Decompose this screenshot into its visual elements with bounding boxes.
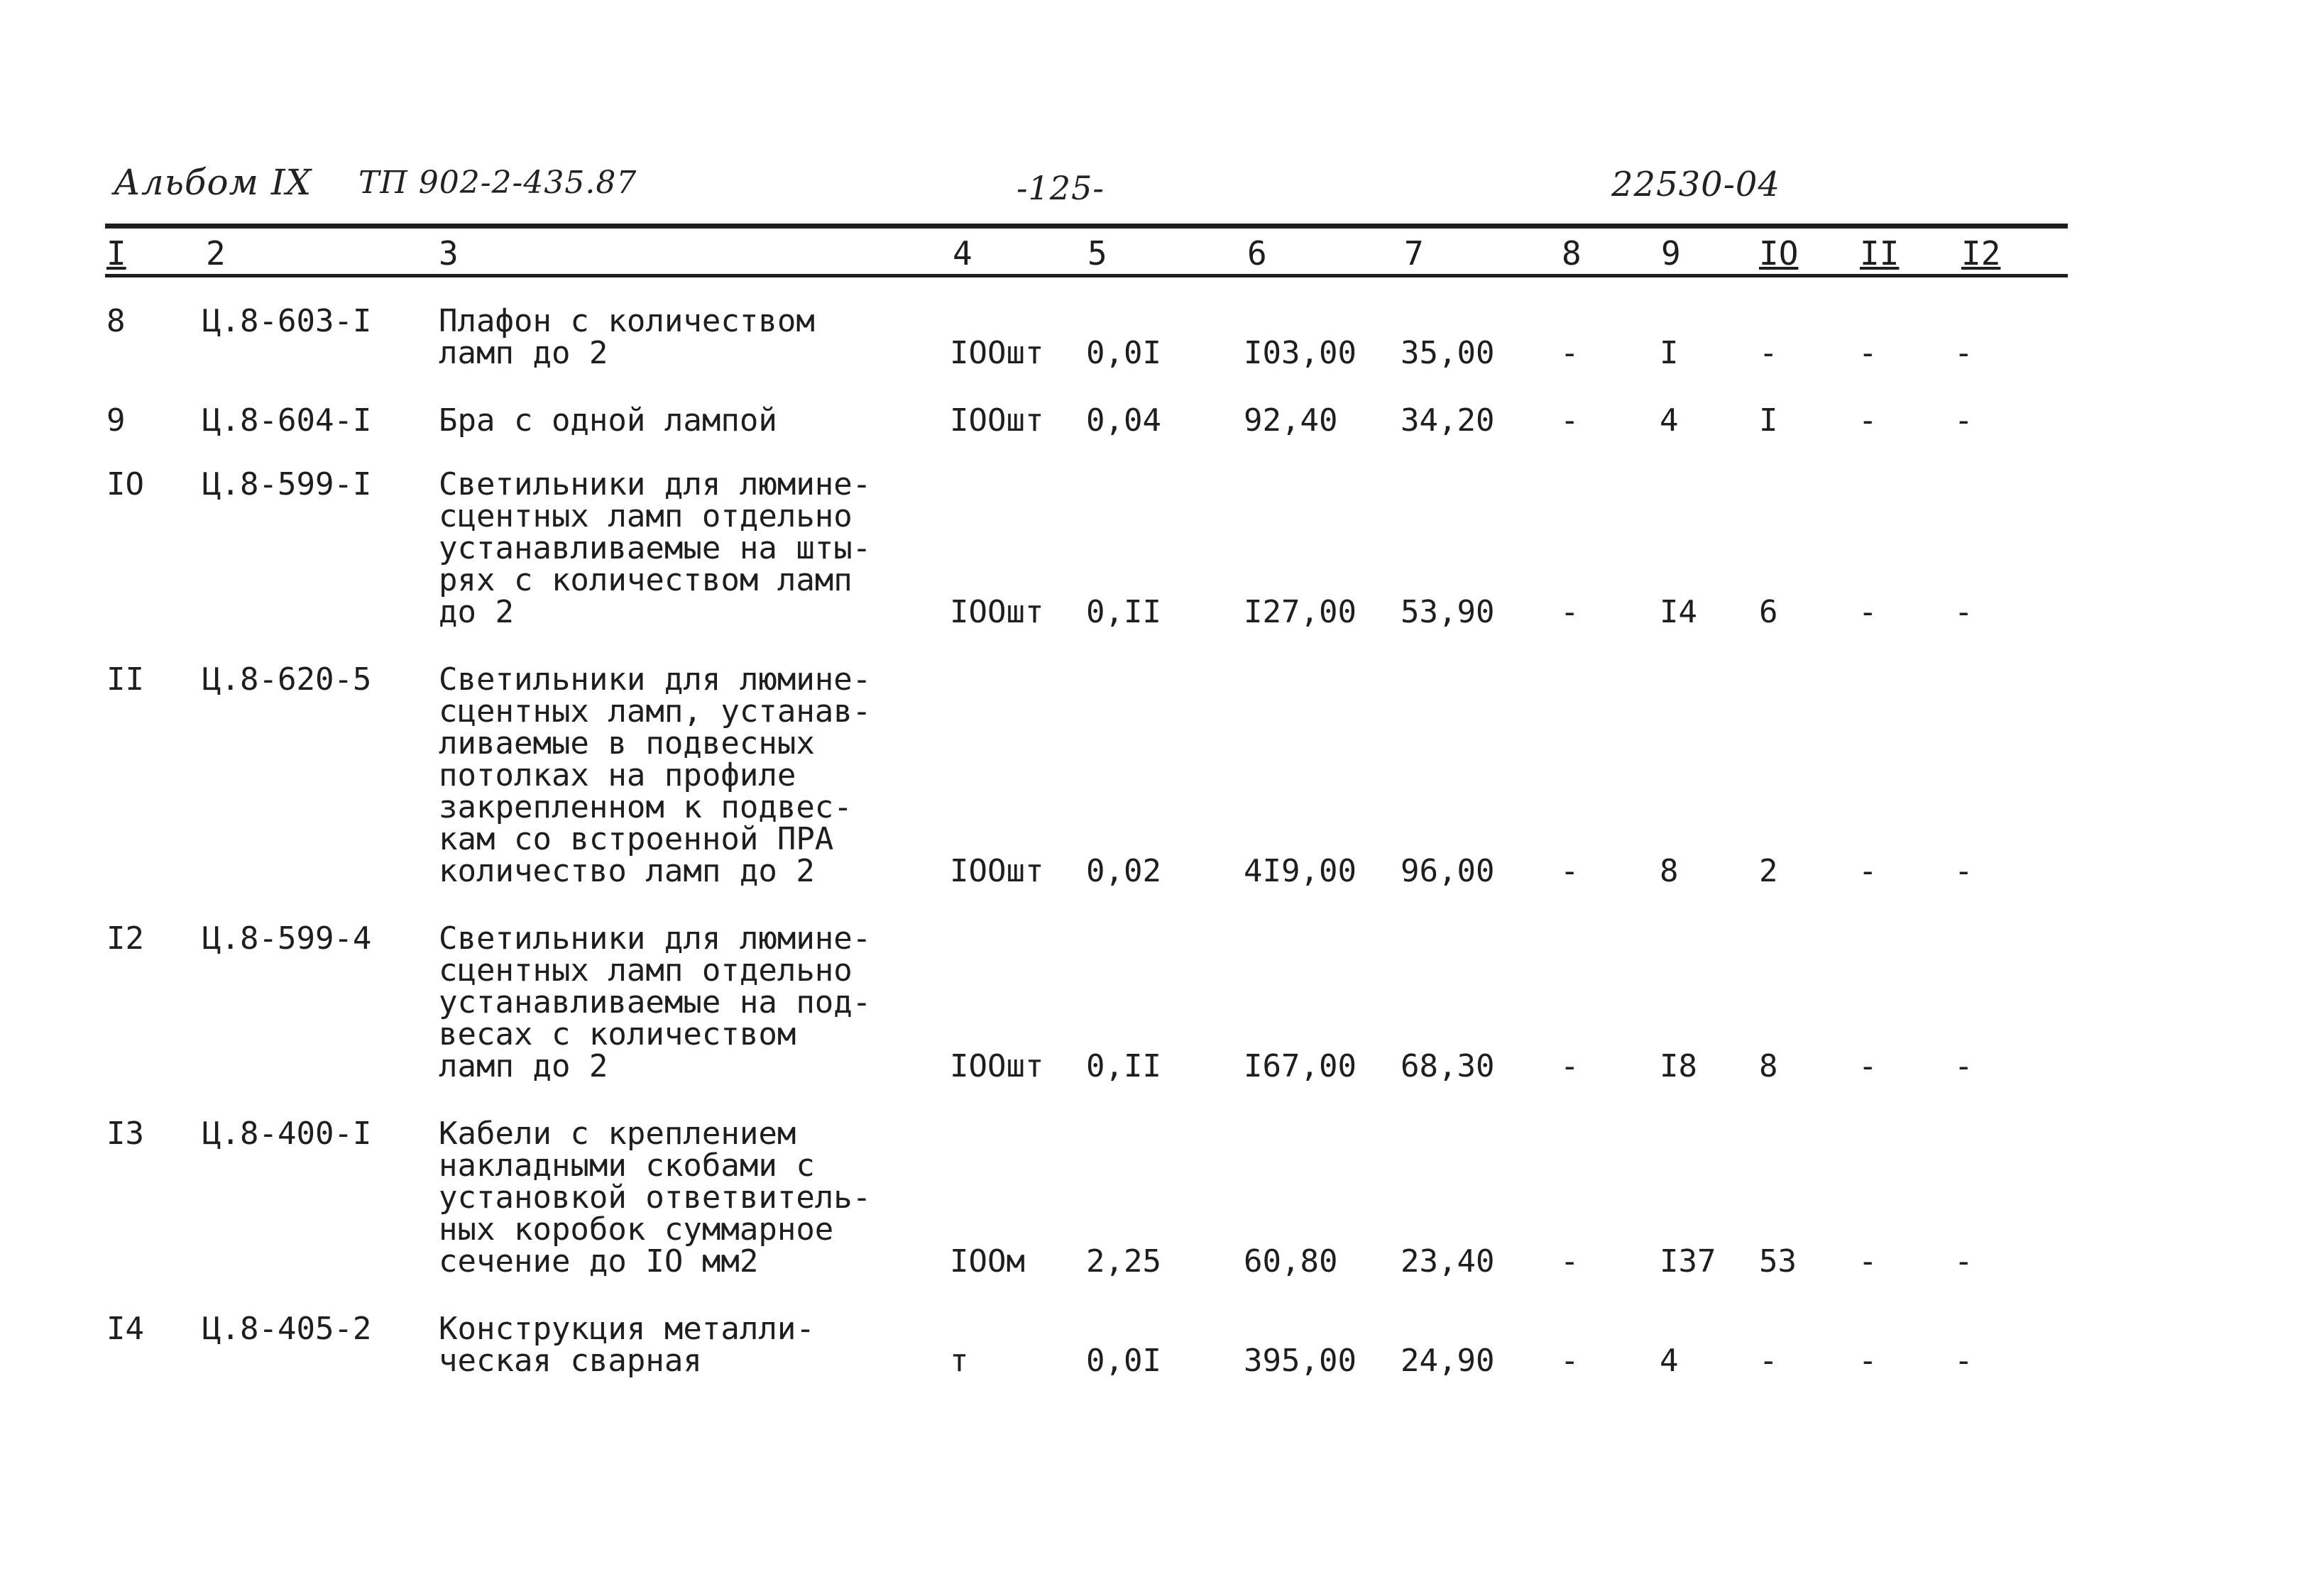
row-col7: 53,90 — [1401, 594, 1495, 630]
row-code: Ц.8-603-I — [202, 303, 372, 339]
row-description: Светильники для люмине- сцентных ламп отдельно устанавливаемые на шты- рях с количеством ламп до 2 — [439, 466, 872, 630]
row-col6: 4I9,00 — [1244, 853, 1357, 889]
row-col6: I27,00 — [1244, 594, 1357, 630]
row-unit: IOOшт — [950, 402, 1044, 439]
row-col7: 35,00 — [1401, 335, 1495, 371]
row-col12: - — [1954, 1048, 1973, 1084]
row-col11: - — [1858, 335, 1878, 371]
row-description: Конструкция металли- ческая сварная — [439, 1311, 815, 1379]
row-col7: 68,30 — [1401, 1048, 1495, 1084]
row-col12: - — [1954, 1243, 1973, 1279]
row-number: I4 — [106, 1311, 144, 1347]
row-col12: - — [1954, 335, 1973, 371]
row-col12: - — [1954, 402, 1973, 439]
row-code: Ц.8-405-2 — [202, 1311, 372, 1347]
column-header-1: I — [106, 234, 126, 273]
row-quantity: 0,02 — [1086, 853, 1161, 889]
column-header-7: 7 — [1404, 234, 1424, 273]
row-unit: IOOшт — [950, 594, 1044, 630]
row-col9: 4 — [1660, 402, 1679, 439]
row-description: Плафон с количеством ламп до 2 — [439, 303, 815, 371]
column-header-9: 9 — [1661, 234, 1681, 273]
row-col12: - — [1954, 853, 1973, 889]
row-quantity: 0,0I — [1086, 335, 1161, 371]
row-number: 8 — [106, 303, 126, 339]
row-col12: - — [1954, 1343, 1973, 1379]
row-col8: - — [1560, 335, 1579, 371]
row-col11: - — [1858, 1243, 1878, 1279]
row-col7: 23,40 — [1401, 1243, 1495, 1279]
row-col10: 53 — [1759, 1243, 1797, 1279]
row-col9: I4 — [1660, 594, 1697, 630]
row-col7: 34,20 — [1401, 402, 1495, 439]
row-col6: I67,00 — [1244, 1048, 1357, 1084]
row-col11: - — [1858, 594, 1878, 630]
row-col7: 96,00 — [1401, 853, 1495, 889]
row-col9: I8 — [1660, 1048, 1697, 1084]
row-col6: 395,00 — [1244, 1343, 1357, 1379]
row-unit: т — [950, 1343, 969, 1379]
row-quantity: 0,0I — [1086, 1343, 1161, 1379]
row-description: Светильники для люмине- сцентных ламп отдельно устанавливаемые на под- весах с количеством ламп до 2 — [439, 920, 872, 1084]
column-header-5: 5 — [1087, 234, 1107, 273]
row-col10: 2 — [1759, 853, 1778, 889]
column-header-8: 8 — [1562, 234, 1582, 273]
row-unit: IOOшт — [950, 335, 1044, 371]
row-number: I3 — [106, 1116, 144, 1152]
table-header-rule — [105, 274, 2068, 277]
column-header-2: 2 — [206, 234, 226, 273]
row-col8: - — [1560, 594, 1579, 630]
row-col11: - — [1858, 853, 1878, 889]
row-col8: - — [1560, 1343, 1579, 1379]
row-col11: - — [1858, 1048, 1878, 1084]
row-col8: - — [1560, 1243, 1579, 1279]
row-unit: IOOшт — [950, 1048, 1044, 1084]
row-col10: 6 — [1759, 594, 1778, 630]
row-number: IO — [106, 466, 144, 502]
row-col7: 24,90 — [1401, 1343, 1495, 1379]
row-unit: IOOшт — [950, 853, 1044, 889]
row-col6: 92,40 — [1244, 402, 1338, 439]
row-description: Светильники для люмине- сцентных ламп, устанав- ливаемые в подвесных потолках на профиле закрепленном к подвес- кам со встроенной ПРА количество ламп до 2 — [439, 661, 872, 889]
row-col10: - — [1759, 335, 1778, 371]
column-header-10: IO — [1759, 234, 1799, 273]
row-quantity: 0,II — [1086, 1048, 1161, 1084]
column-header-4: 4 — [953, 234, 972, 273]
row-col6: 60,80 — [1244, 1243, 1338, 1279]
row-description: Бра с одной лампой — [439, 402, 777, 439]
row-number: II — [106, 661, 144, 698]
row-col8: - — [1560, 1048, 1579, 1084]
row-unit: IOOм — [950, 1243, 1025, 1279]
row-code: Ц.8-599-4 — [202, 920, 372, 957]
row-col8: - — [1560, 853, 1579, 889]
row-col10: 8 — [1759, 1048, 1778, 1084]
row-col9: 4 — [1660, 1343, 1679, 1379]
row-code: Ц.8-620-5 — [202, 661, 372, 698]
row-code: Ц.8-604-I — [202, 402, 372, 439]
album-label: Альбом IX — [114, 162, 312, 203]
row-col9: 8 — [1660, 853, 1679, 889]
row-col12: - — [1954, 594, 1973, 630]
column-header-11: II — [1860, 234, 1900, 273]
column-header-6: 6 — [1247, 234, 1267, 273]
row-col10: - — [1759, 1343, 1778, 1379]
row-quantity: 0,II — [1086, 594, 1161, 630]
row-col6: I03,00 — [1244, 335, 1357, 371]
row-col11: - — [1858, 402, 1878, 439]
document-number: 22530-04 — [1611, 165, 1780, 204]
row-quantity: 0,04 — [1086, 402, 1161, 439]
page-number: -125- — [1016, 169, 1105, 207]
row-code: Ц.8-400-I — [202, 1116, 372, 1152]
row-col11: - — [1858, 1343, 1878, 1379]
row-col9: I — [1660, 335, 1679, 371]
row-number: 9 — [106, 402, 126, 439]
row-col10: I — [1759, 402, 1778, 439]
column-header-12: I2 — [1961, 234, 2001, 273]
project-code: ТП 902-2-435.87 — [358, 165, 637, 201]
row-number: I2 — [106, 920, 144, 957]
row-quantity: 2,25 — [1086, 1243, 1161, 1279]
row-code: Ц.8-599-I — [202, 466, 372, 502]
row-description: Кабели с креплением накладными скобами с установкой ответвитель- ных коробок суммарное сечение до IO мм2 — [439, 1116, 872, 1279]
row-col9: I37 — [1660, 1243, 1716, 1279]
column-header-3: 3 — [439, 234, 459, 273]
row-col8: - — [1560, 402, 1579, 439]
table-top-rule — [105, 224, 2068, 229]
